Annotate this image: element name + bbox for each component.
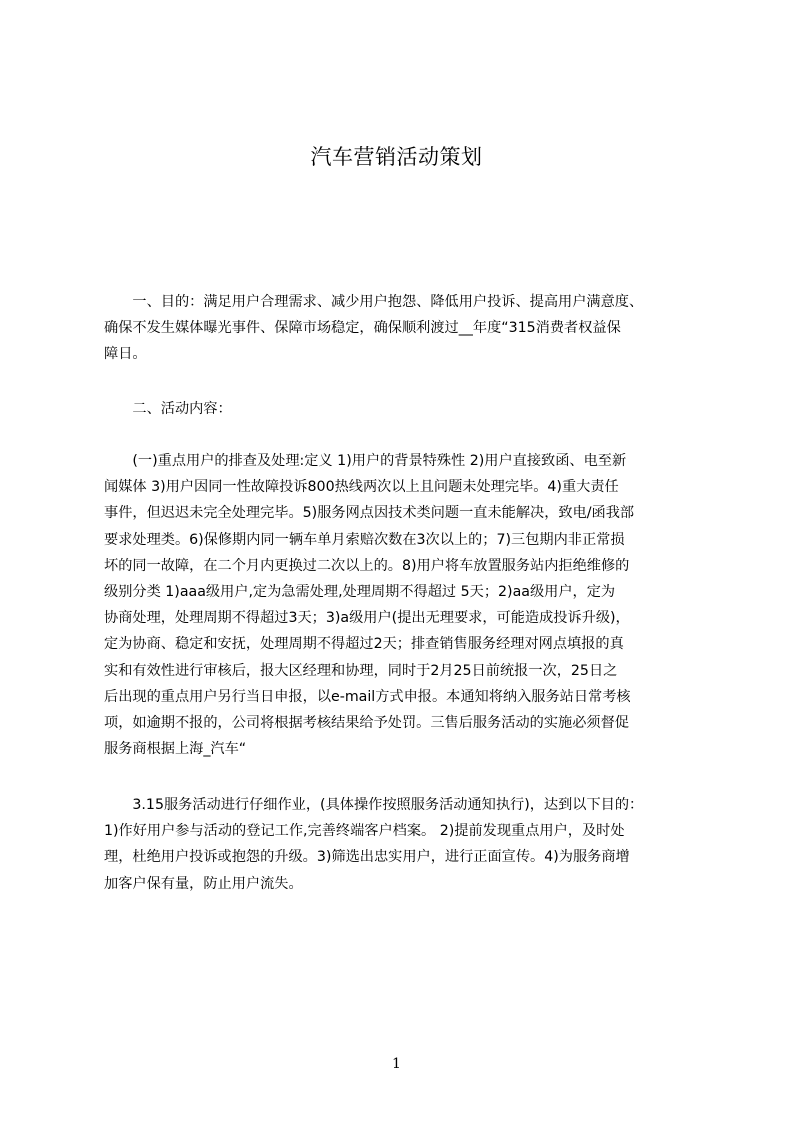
paragraph-line: (一)重点用户的排查及处理:定义 1)用户的背景特殊性 2)用户直接致函、电至新 — [104, 453, 627, 469]
paragraph-line: 一、目的：满足用户合理需求、减少用户抱怨、降低用户投诉、提高用户满意度、 — [104, 294, 644, 310]
paragraph-line: 确保不发生媒体曝光事件、保障市场稳定，确保顺利渡过__年度“315消费者权益保 — [104, 320, 621, 337]
paragraph-line: 障日。 — [104, 346, 147, 363]
paragraph-line: 实和有效性进行审核后，报大区经理和协理，同时于2月25日前统报一次，25日之 — [104, 662, 618, 679]
paragraph-line: 理，杜绝用户投诉或抱怨的升级。3)筛选出忠实用户，进行正面宣传。4)为服务商增 — [104, 849, 630, 866]
heading-line: 二、活动内容： — [104, 401, 232, 417]
paragraph-line: 闻媒体 3)用户因同一性故障投诉800热线两次以上且问题未处理完毕。4)重大责任 — [104, 479, 619, 496]
paragraph-line: 协商处理，处理周期不得超过3天；3)a级用户(提出无理要求，可能造成投诉升级)， — [104, 610, 630, 627]
paragraph-line: 3.15服务活动进行仔细作业，(具体操作按照服务活动通知执行)，达到以下目的： — [104, 797, 644, 813]
paragraph-315-activity — [104, 792, 698, 897]
paragraph-purpose — [104, 289, 698, 368]
paragraph-line: 服务商根据上海_汽车“ — [104, 741, 247, 758]
paragraph-line: 要求处理类。6)保修期内同一辆车单月索赔次数在3次以上的；7)三包期内非正常损 — [104, 531, 625, 548]
document-title: 汽车营销活动策划 — [310, 145, 483, 169]
paragraph-key-users — [104, 448, 698, 762]
paragraph-line: 1)作好用户参与活动的登记工作,完善终端客户档案。 2)提前发现重点用户，及时处 — [104, 823, 625, 840]
paragraph-line: 级别分类 1)aaa级用户,定为急需处理,处理周期不得超过 5天；2)aa级用户，定为 — [104, 583, 616, 600]
paragraph-line: 后出现的重点用户另行当日申报，以e-mail方式申报。本通知将纳入服务站日常考核 — [104, 688, 631, 705]
paragraph-line: 定为协商、稳定和安抚，处理周期不得超过2天；排查销售服务经理对网点填报的真 — [104, 636, 624, 653]
paragraph-line: 加客户保有量，防止用户流失。 — [104, 875, 303, 892]
page-number: 1 — [392, 1056, 401, 1072]
paragraph-line: 项，如逾期不报的，公司将根据考核结果给予处罚。三售后服务活动的实施必须督促 — [104, 714, 629, 731]
paragraph-line: 坏的同一故障，在二个月内更换过二次以上的。8)用户将车放置服务站内拒绝维修的 — [104, 557, 630, 574]
section-heading-activity-content — [104, 396, 698, 422]
paragraph-line: 事件，但迟迟未完全处理完毕。5)服务网点因技术类问题一直未能解决，致电/函我部 — [104, 505, 635, 522]
